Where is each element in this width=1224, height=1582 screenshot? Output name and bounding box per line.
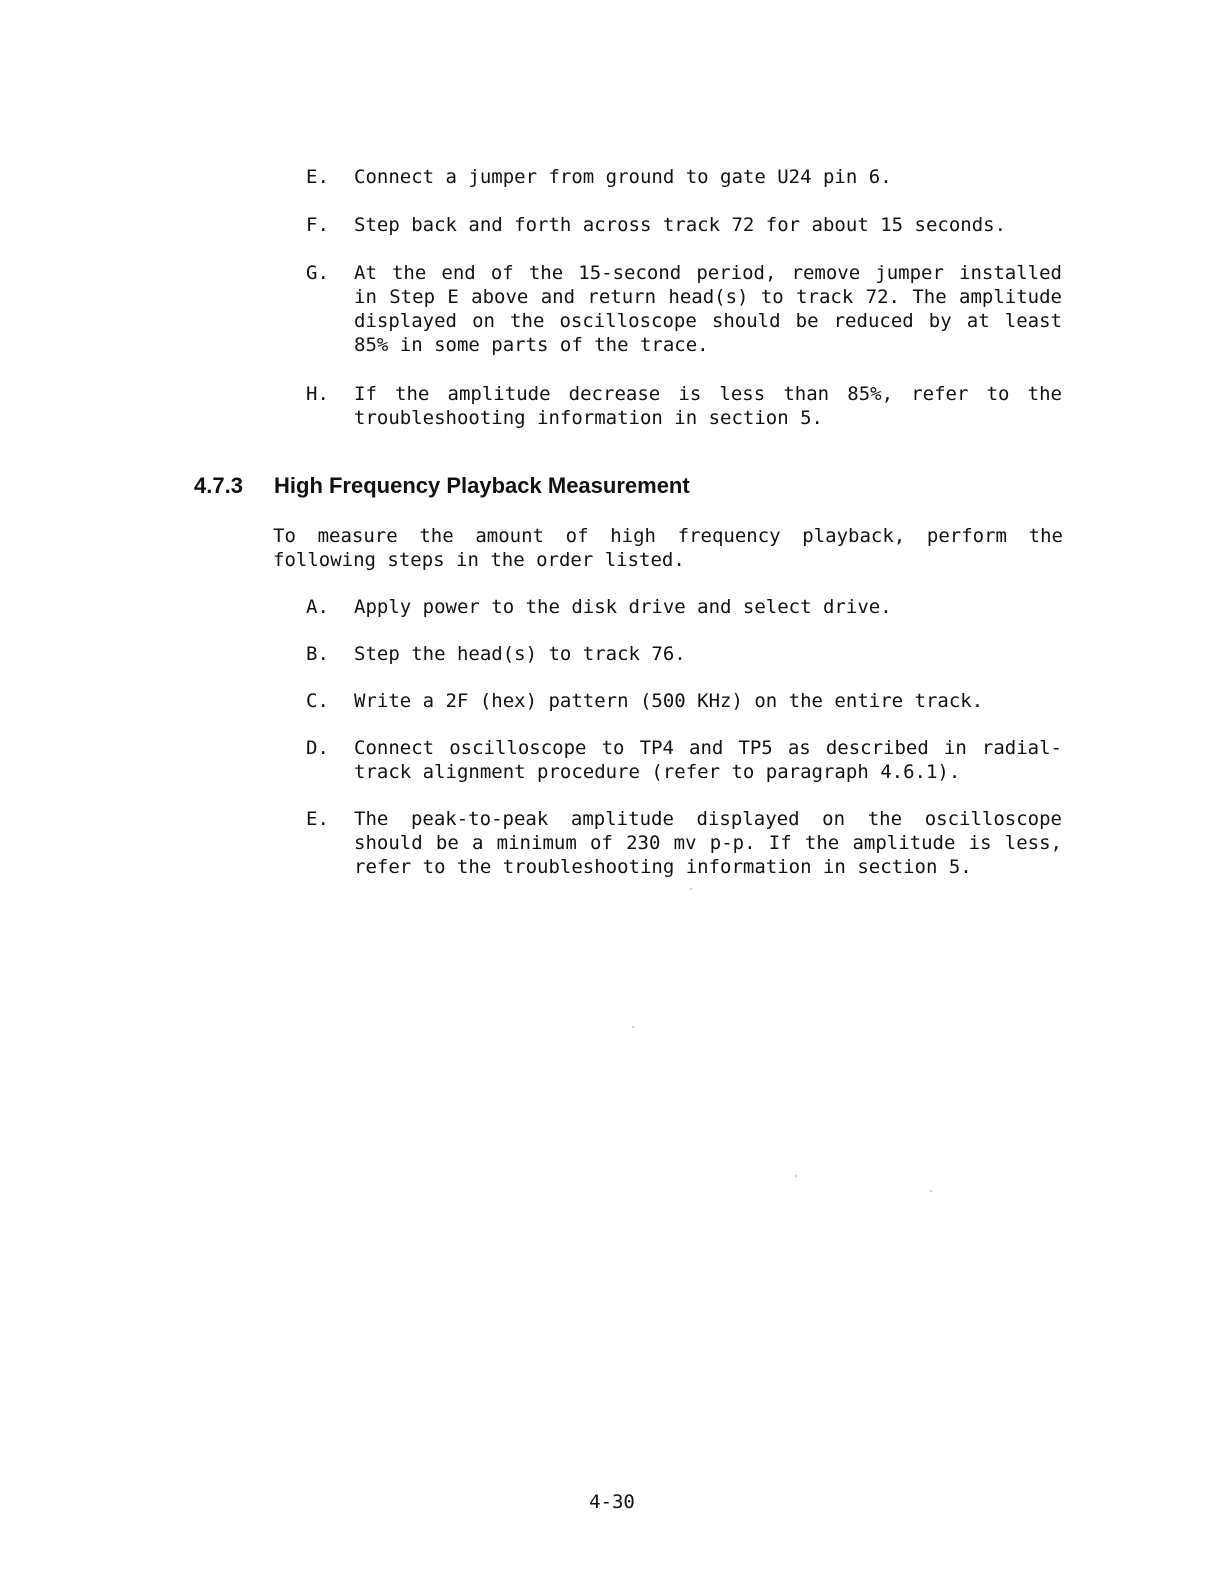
- section-heading: [194, 472, 690, 500]
- step-letter: B.: [306, 643, 329, 665]
- step-letter: D.: [306, 737, 329, 759]
- step-letter: C.: [306, 690, 329, 712]
- page-number: 4-30: [589, 1491, 635, 1513]
- step-text: If the amplitude decrease is less than 85%, refer to the troubleshooting information in section 5.: [354, 383, 1062, 429]
- section-intro: To measure the amount of high frequency playback, perform the following steps in the order listed.: [273, 525, 1063, 571]
- scan-speck: [690, 888, 692, 890]
- step-text: Write a 2F (hex) pattern (500 KHz) on the entire track.: [354, 690, 984, 712]
- step-text: Step the head(s) to track 76.: [354, 643, 686, 665]
- section-number: 4.7.3: [194, 473, 243, 498]
- step-letter: E.: [306, 166, 329, 188]
- section-title: High Frequency Playback Measurement: [274, 473, 690, 498]
- step-letter: E.: [306, 808, 329, 830]
- step-text: Apply power to the disk drive and select drive.: [354, 596, 892, 618]
- step-text: Connect oscilloscope to TP4 and TP5 as described in radial-track alignment procedure (refer to paragraph 4.6.1).: [354, 737, 1062, 783]
- step-letter: F.: [306, 214, 329, 236]
- step-letter: H.: [306, 383, 329, 405]
- step-letter: G.: [306, 262, 329, 284]
- step-text: Step back and forth across track 72 for about 15 seconds.: [354, 214, 1007, 236]
- step-text: The peak-to-peak amplitude displayed on the oscilloscope should be a minimum of 230 mv p-p. If the amplitude is less, refer to the troubleshooting information in section 5.: [354, 808, 1062, 878]
- scan-speck: [930, 1190, 932, 1192]
- step-text: At the end of the 15-second period, remove jumper installed in Step E above and return head(s) to track 72. The amplitude displayed on the oscilloscope should be reduced by at least 85% in some parts of the trace.: [354, 262, 1062, 356]
- scan-speck: [795, 1175, 797, 1177]
- step-text: Connect a jumper from ground to gate U24 pin 6.: [354, 166, 892, 188]
- scan-speck: [632, 1026, 634, 1028]
- step-letter: A.: [306, 596, 329, 618]
